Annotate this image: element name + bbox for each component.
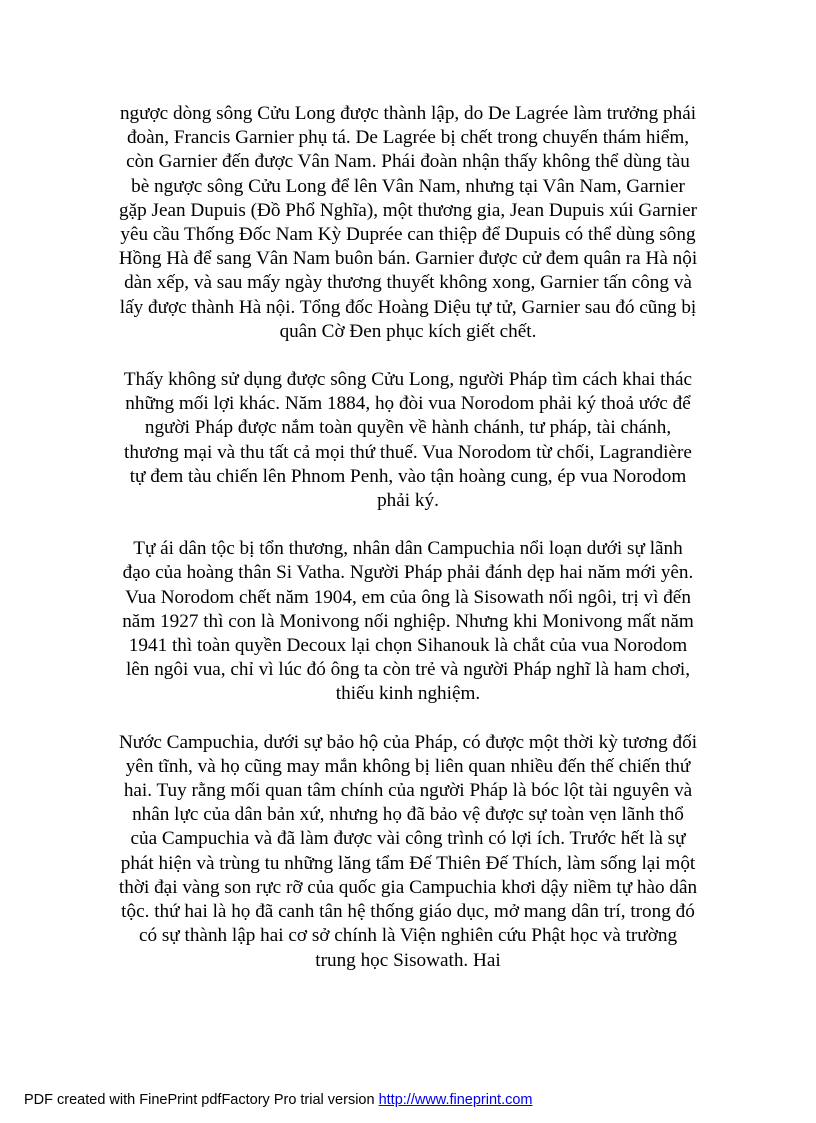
fineprint-link[interactable]: http://www.fineprint.com — [378, 1092, 533, 1108]
document-body — [118, 102, 698, 997]
footer-text: PDF created with FinePrint pdfFactory Pro trial version — [24, 1092, 379, 1108]
paragraph-1: ngược dòng sông Cửu Long được thành lập, do De Lagrée làm trưởng phái đoàn, Francis Garnier phụ tá. De Lagrée bị chết trong chuyến thám hiểm, còn Garnier đến được Vân Nam. Phái đoàn nhận thấy không thể dùng tàu bè ngược sông Cửu Long để lên Vân Nam, nhưng tại Vân Nam, Garnier gặp Jean Dupuis (Đồ Phổ Nghĩa), một thương gia, Jean Dupuis xúi Garnier yêu cầu Thống Đốc Nam Kỳ Duprée can thiệp để Dupuis có thể dùng sông Hồng Hà để sang Vân Nam buôn bán. Garnier được cử đem quân ra Hà nội dàn xếp, và sau mấy ngày thương thuyết không xong, Garnier tấn công và lấy được thành Hà nội. Tổng đốc Hoàng Diệu tự tử, Garnier sau đó cũng bị quân Cờ Đen phục kích giết chết. — [118, 103, 698, 342]
paragraph-4: Nước Campuchia, dưới sự bảo hộ của Pháp, có được một thời kỳ tương đối yên tĩnh, và họ cũng may mắn không bị liên quan nhiều đến thế chiến thứ hai. Tuy rằng mối quan tâm chính của người Pháp là bóc lột tài nguyên và nhân lực của dân bản xứ, nhưng họ đã bảo vệ được sự toàn vẹn lãnh thổ của Campuchia và đã làm được vài công trình có lợi ích. Trước hết là sự phát hiện và trùng tu những lăng tẩm Đế Thiên Đế Thích, làm sống lại một thời đại vàng son rực rỡ của quốc gia Campuchia khơi dậy niềm tự hào dân tộc. thứ hai là họ đã canh tân hệ thống giáo dục, mở mang dân trí, trong đó có sự thành lập hai cơ sở chính là Viện nghiên cứu Phật học và trường trung học Sisowath. Hai — [118, 731, 698, 971]
pdf-footer — [24, 1091, 533, 1109]
paragraph-3: Tự ái dân tộc bị tổn thương, nhân dân Campuchia nổi loạn dưới sự lãnh đạo của hoàng thân Si Vatha. Người Pháp phải đánh dẹp hai năm mới yên. Vua Norodom chết năm 1904, em của ông là Sisowath nối ngôi, trị vì đến năm 1927 thì con là Monivong nối nghiệp. Nhưng khi Monivong mất năm 1941 thì toàn quyền Decoux lại chọn Sihanouk là chắt của vua Norodom lên ngôi vua, chỉ vì lúc đó ông ta còn trẻ và người Pháp nghĩ là ham chơi, thiếu kinh nghiệm. — [122, 538, 694, 705]
paragraph-2: Thấy không sử dụng được sông Cửu Long, người Pháp tìm cách khai thác những mối lợi khác. Năm 1884, họ đòi vua Norodom phải ký thoả ước để người Pháp được nắm toàn quyền về hành chánh, tư pháp, tài chánh, thương mại và thu tất cả mọi thứ thuế. Vua Norodom từ chối, Lagrandière tự đem tàu chiến lên Phnom Penh, vào tận hoàng cung, ép vua Norodom phải ký. — [123, 369, 693, 512]
